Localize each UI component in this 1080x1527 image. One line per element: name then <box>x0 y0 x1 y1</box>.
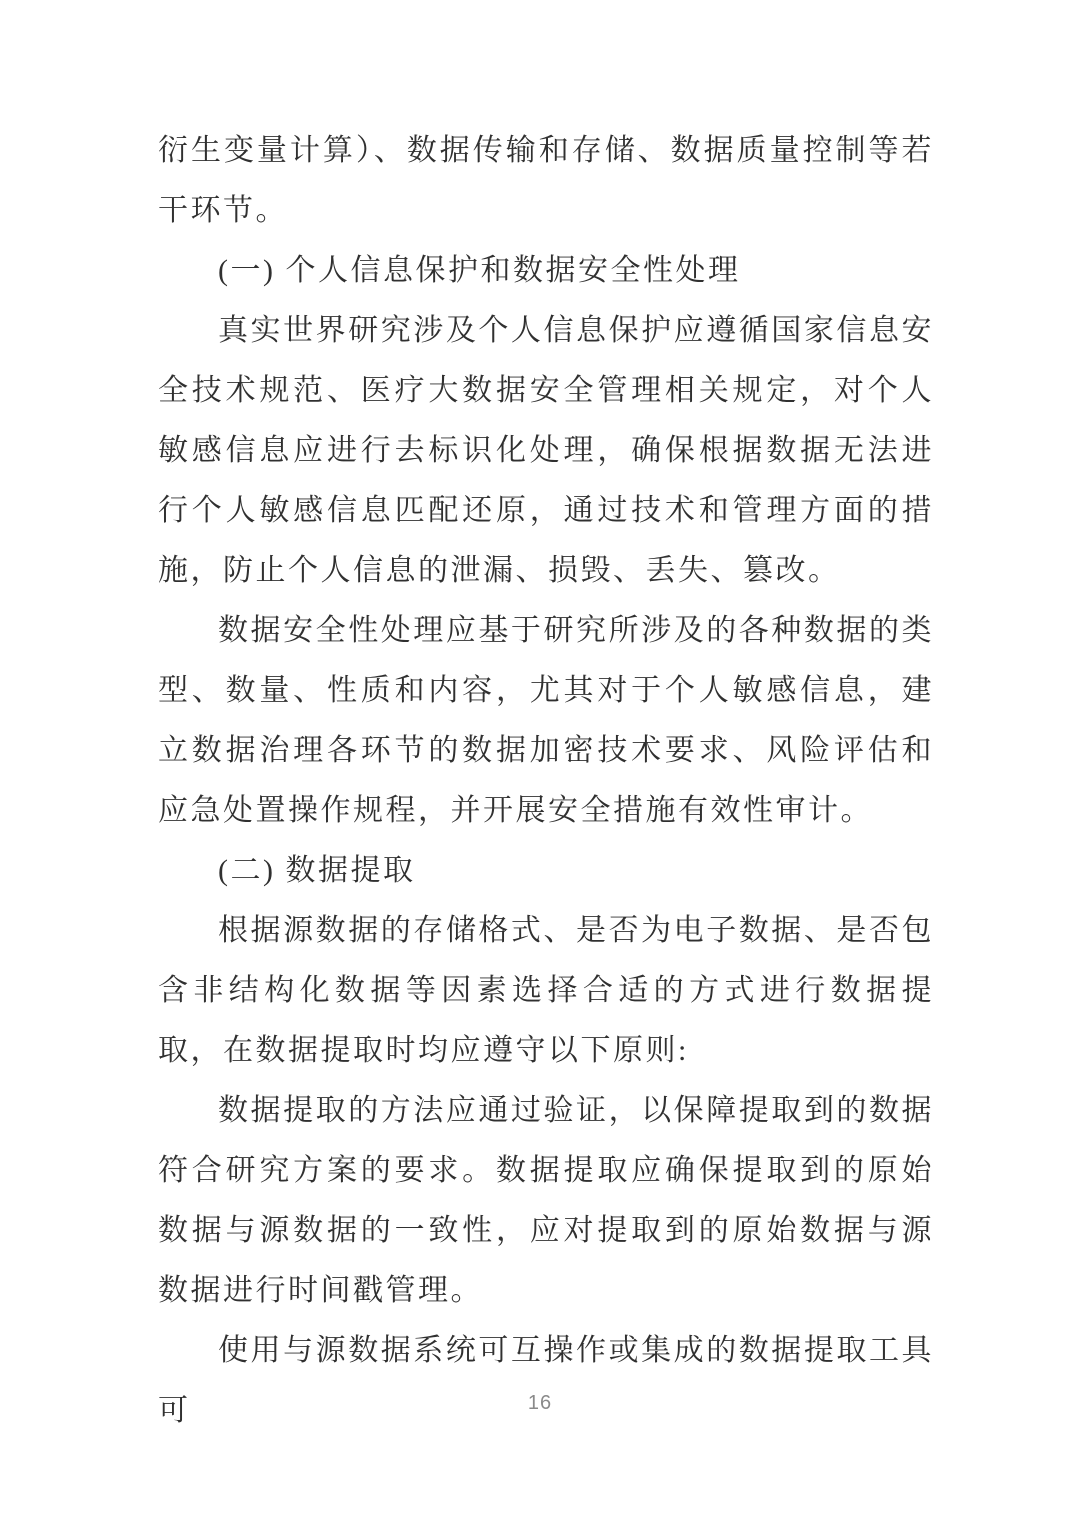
document-body <box>158 121 934 1441</box>
paragraph: 根据源数据的存储格式、是否为电子数据、是否包含非结构化数据等因素选择合适的方式进行数据提取，在数据提取时均应遵守以下原则: <box>158 914 934 1067</box>
paragraph: 真实世界研究涉及个人信息保护应遵循国家信息安全技术规范、医疗大数据安全管理相关规定，对个人敏感信息应进行去标识化处理，确保根据数据无法进行个人敏感信息匹配还原，通过技术和管理方面的措施，防止个人信息的泄漏、损毁、丢失、篡改。 <box>158 314 934 587</box>
section-heading-1: (一) 个人信息保护和数据安全性处理 <box>218 254 741 287</box>
page-number: 16 <box>527 1392 553 1414</box>
section-heading-2: (二) 数据提取 <box>218 854 416 887</box>
paragraph: 数据提取的方法应通过验证，以保障提取到的数据符合研究方案的要求。数据提取应确保提取到的原始数据与源数据的一致性，应对提取到的原始数据与源数据进行时间戳管理。 <box>158 1094 934 1307</box>
paragraph: 数据安全性处理应基于研究所涉及的各种数据的类型、数量、性质和内容，尤其对于个人敏感信息，建立数据治理各环节的数据加密技术要求、风险评估和应急处置操作规程，并开展安全措施有效性审计。 <box>158 614 934 827</box>
paragraph-continuation: 衍生变量计算）、数据传输和存储、数据质量控制等若干环节。 <box>158 134 934 227</box>
paragraph-cutoff: 使用与源数据系统可互操作或集成的数据提取工具可 <box>158 1334 934 1427</box>
